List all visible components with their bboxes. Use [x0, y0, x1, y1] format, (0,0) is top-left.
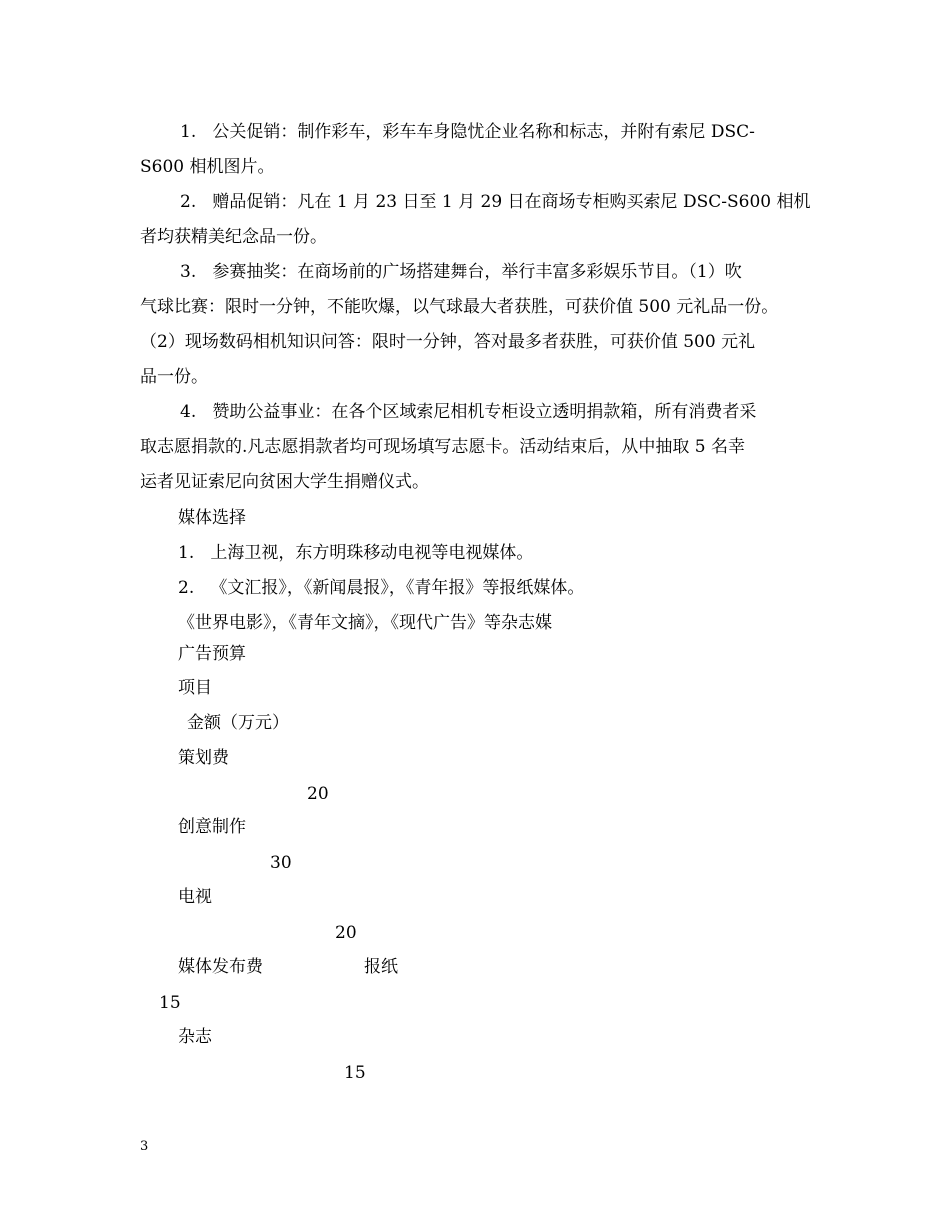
budget-row-magazine-amount: 15 [344, 1063, 366, 1083]
media-heading: 媒体选择 [178, 508, 246, 528]
promo-item-3-line-4: 品一份。 [140, 367, 208, 387]
promo-item-3-line-1: 3. 参赛抽奖：在商场前的广场搭建舞台，举行丰富多彩娱乐节目。（1）吹 [180, 262, 742, 282]
budget-row-creative-amount: 30 [270, 853, 292, 873]
budget-row-tv-amount: 20 [335, 923, 357, 943]
budget-row-planning-amount: 20 [307, 784, 329, 804]
promo-item-4-line-2: 取志愿捐款的.凡志愿捐款者均可现场填写志愿卡。活动结束后，从中抽取 5 名幸 [140, 437, 746, 457]
budget-column-amount: 金额（万元） [187, 713, 289, 733]
budget-row-creative-label: 创意制作 [178, 817, 246, 837]
promo-item-1-line-2: S600 相机图片。 [140, 157, 275, 177]
promo-item-2-line-1: 2. 赠品促销：凡在 1 月 23 日至 1 月 29 日在商场专柜购买索尼 DSC-S600 相机 [180, 192, 811, 212]
promo-item-4-line-1: 4. 赞助公益事业：在各个区域索尼相机专柜设立透明捐款箱，所有消费者采 [180, 402, 757, 422]
promo-item-3-line-2: 气球比赛：限时一分钟，不能吹爆，以气球最大者获胜，可获价值 500 元礼品一份。 [140, 297, 779, 317]
page-number: 3 [140, 1139, 149, 1154]
budget-row-newspaper-amount: 15 [159, 993, 181, 1013]
promo-item-1-line-1: 1. 公关促销：制作彩车，彩车车身隐忧企业名称和标志，并附有索尼 DSC- [180, 122, 755, 142]
budget-row-newspaper-label: 报纸 [364, 957, 398, 977]
budget-row-magazine-label: 杂志 [178, 1027, 212, 1047]
budget-row-media-fee-label: 媒体发布费 [178, 957, 263, 977]
budget-row-planning-label: 策划费 [178, 748, 229, 768]
media-item-newspaper: 2. 《文汇报》，《新闻晨报》，《青年报》等报纸媒体。 [178, 578, 585, 598]
media-item-tv: 1. 上海卫视，东方明珠移动电视等电视媒体。 [178, 543, 534, 563]
promo-item-2-line-2: 者均获精美纪念品一份。 [140, 227, 327, 247]
promo-item-3-line-3: （2）现场数码相机知识问答：限时一分钟，答对最多者获胜，可获价值 500 元礼 [140, 332, 756, 352]
budget-column-item: 项目 [178, 678, 212, 698]
promo-item-4-line-3: 运者见证索尼向贫困大学生捐赠仪式。 [140, 472, 429, 492]
media-item-magazine: 《世界电影》，《青年文摘》，《现代广告》等杂志媒 [178, 613, 552, 633]
budget-row-tv-label: 电视 [178, 887, 212, 907]
budget-heading: 广告预算 [178, 644, 246, 664]
